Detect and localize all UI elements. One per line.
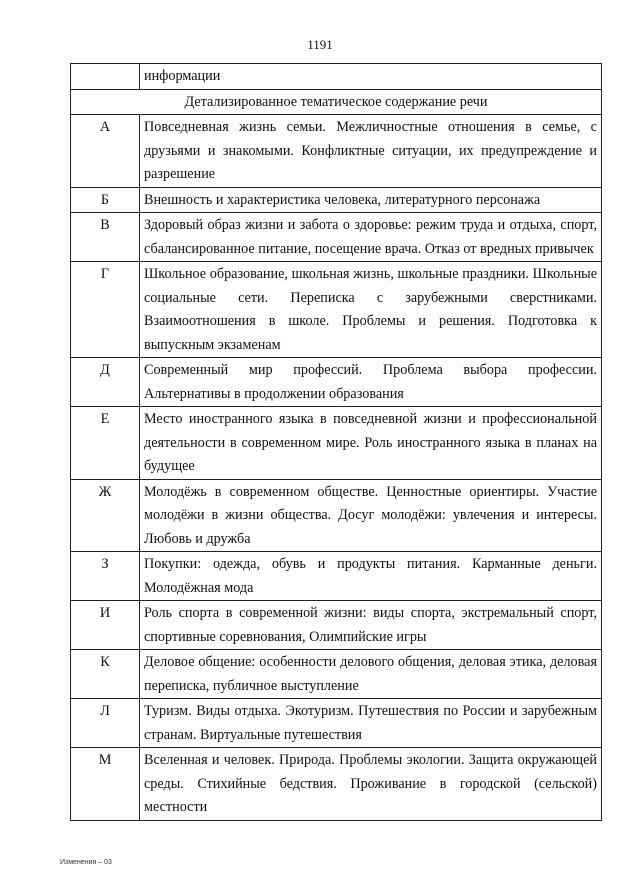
topic-code: Е (71, 407, 140, 480)
table-row (71, 650, 602, 699)
topic-text: Деловое общение: особенности делового общения, деловая этика, деловая переписка, публичное выступление (140, 650, 602, 699)
topic-code: К (71, 650, 140, 699)
table-row (71, 213, 602, 262)
topic-text: Покупки: одежда, обувь и продукты питания. Карманные деньги. Молодёжная мода (140, 552, 602, 601)
topic-text: Здоровый образ жизни и забота о здоровье: режим труда и отдыха, спорт, сбалансированное питание, посещение врача. Отказ от вредных привычек (140, 213, 602, 262)
empty-code-cell (71, 64, 140, 90)
page-number: 1191 (307, 37, 333, 52)
table-row (71, 262, 602, 358)
topic-text: Место иностранного языка в повседневной жизни и профессиональной деятельности в современном мире. Роль иностранного языка в планах на будущее (140, 407, 602, 480)
continuation-cell: информации (140, 64, 602, 90)
topic-code: В (71, 213, 140, 262)
topic-text: Туризм. Виды отдыха. Экотуризм. Путешествия по России и зарубежным странам. Виртуальные путешествия (140, 699, 602, 748)
table-row (71, 552, 602, 601)
table-row (71, 407, 602, 480)
table-row-continuation (71, 64, 602, 90)
topic-text: Молодёжь в современном обществе. Ценностные ориентиры. Участие молодёжи в жизни общества. Досуг молодёжи: увлечения и интересы. Любовь и дружба (140, 479, 602, 552)
footer-revision: Изменения – 03 (60, 859, 112, 866)
table-row-section-header (71, 89, 602, 115)
topic-code: М (71, 748, 140, 821)
topic-code: А (71, 115, 140, 188)
topic-code: З (71, 552, 140, 601)
topic-code: Ж (71, 479, 140, 552)
topic-code: Д (71, 358, 140, 407)
table-row (71, 479, 602, 552)
topic-code: Л (71, 699, 140, 748)
table-row (71, 115, 602, 188)
table-row (71, 187, 602, 213)
table-row (71, 699, 602, 748)
section-header: Детализированное тематическое содержание речи (71, 89, 602, 115)
table-row (71, 601, 602, 650)
topic-text: Вселенная и человек. Природа. Проблемы экологии. Защита окружающей среды. Стихийные бедствия. Проживание в городской (сельской) местности (140, 748, 602, 821)
topic-text: Роль спорта в современной жизни: виды спорта, экстремальный спорт, спортивные соревнования, Олимпийские игры (140, 601, 602, 650)
topic-text: Внешность и характеристика человека, литературного персонажа (140, 187, 602, 213)
topics-table-body (71, 64, 602, 821)
topics-table (70, 63, 602, 821)
topic-text: Повседневная жизнь семьи. Межличностные отношения в семье, с друзьями и знакомыми. Конфликтные ситуации, их предупреждение и разрешение (140, 115, 602, 188)
topic-code: Г (71, 262, 140, 358)
topic-text: Современный мир профессий. Проблема выбора профессии. Альтернативы в продолжении образования (140, 358, 602, 407)
topic-text: Школьное образование, школьная жизнь, школьные праздники. Школьные социальные сети. Переписка с зарубежными сверстниками. Взаимоотношения в школе. Проблемы и решения. Подготовка к выпускным экзаменам (140, 262, 602, 358)
table-row (71, 748, 602, 821)
topic-code: Б (71, 187, 140, 213)
table-row (71, 358, 602, 407)
topic-code: И (71, 601, 140, 650)
